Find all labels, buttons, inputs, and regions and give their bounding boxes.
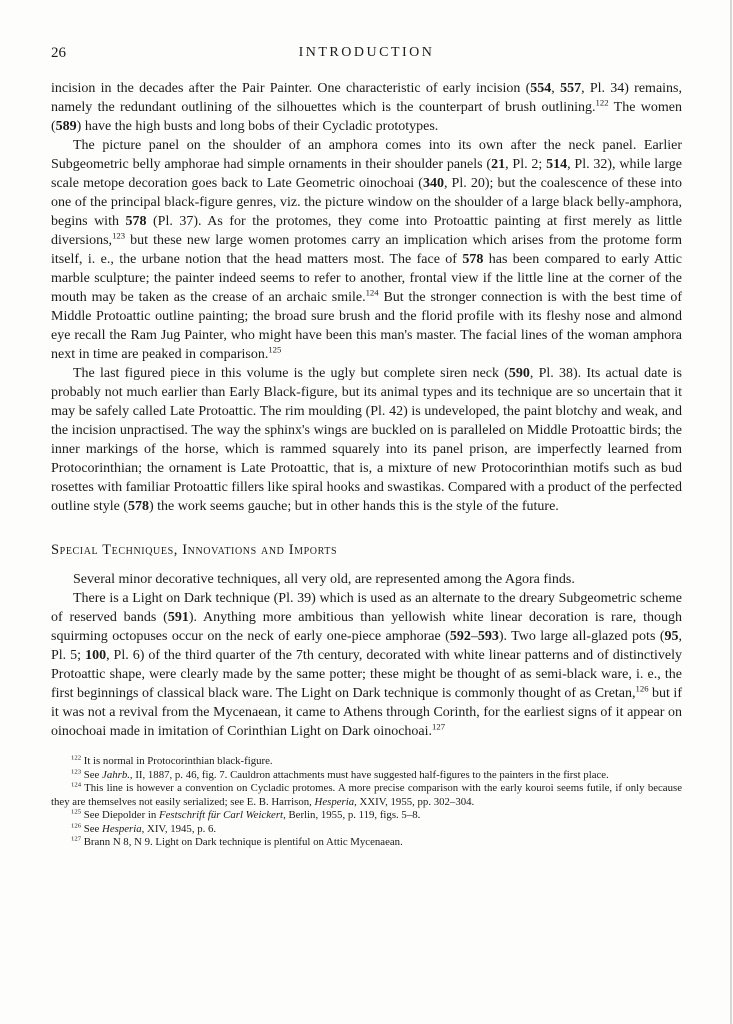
footnote-ref: 122: [71, 754, 82, 762]
footnote-ref: 125: [71, 808, 82, 816]
catalog-number: 591: [167, 610, 189, 625]
paragraph: The picture panel on the shoulder of an amphora comes into its own after the neck panel. Earlier Subgeometric belly amphorae had simple ornaments in their shoulder panels (21, Pl. 2; 514, Pl. 32), while large scale metope decoration goes back to Late Geometric oinochoai (340, Pl. 20); but the coalescence of these into one of the principal black-figure genres, viz. the picture window on the shoulder of a large black belly-amphora, begins with 578 (Pl. 37). As for the protomes, they come into Protoattic painting at first merely as little diversions,$^{123}$ but these new large women protomes carry an implication which arises from the protome form itself, i. e., the urbane notion that the head matters most. The face of 578 has been compared to early Attic marble sculpture; the painter indeed seems to refer to another, frontal view if the little line at the corner of the mouth may be taken as the crease of an archaic smile.$^{124}$ But the stronger connection is with the best time of Middle Protoattic outline painting; the broad sure brush and the florid profile with its fleshy nose and almond eye recall the Ram Jug Painter, who might have been this man's master. The facial lines of the woman amphora next in time are peaked in comparison.$^{125}$: [51, 138, 682, 362]
footnote-ref: 123: [71, 767, 82, 775]
footnote-ref: 126: [635, 683, 649, 694]
catalog-number: 340: [422, 176, 444, 191]
running-header: INTRODUCTION: [298, 45, 435, 60]
catalog-number: 592: [449, 629, 471, 644]
footnote-ref: 124: [71, 781, 82, 789]
footnote: $^{126}$ See Hesperia, XIV, 1945, p. 6.: [71, 821, 217, 835]
footnote-ref: 124: [365, 287, 379, 298]
italic-citation: Festschrift für Carl Weickert: [159, 809, 284, 821]
catalog-number: 578: [125, 214, 147, 229]
footnote-ref: 127: [432, 721, 446, 732]
page-header: [51, 45, 682, 64]
paragraph: There is a Light on Dark technique (Pl. 39) which is used as an alternate to the dreary Subgeometric scheme of reserved bands (591). Anything more ambitious than yellowish white linear decoration is rare, though squirming octopuses occur on the neck of early one-piece amphorae (592–593). Two large all-glazed pots (95, Pl. 5; 100, Pl. 6) of the third quarter of the 7th century, decorated with white linear patterns and of distinctively Protoattic shape, were clearly made by the same potter; these might be thought of as semi-black ware, i. e., the first beginnings of classical black ware. The Light on Dark technique is commonly thought of as Cretan,$^{126}$ but if it was not a revival from the Mycenaean, it came to Athens through Corinth, for the earliest signs of it appear on oinochoai made in imitation of Corinthian Light on Dark oinochoai.$^{127}$: [51, 591, 682, 739]
page-number: 26: [51, 45, 66, 61]
catalog-number: 593: [477, 629, 499, 644]
section-heading: Special Techniques, Innovations and Imports: [51, 542, 338, 558]
scan-edge-shadow: [730, 0, 732, 1024]
body-text: [51, 79, 682, 741]
footnotes: [51, 755, 682, 850]
catalog-number: 95: [664, 629, 679, 644]
catalog-number: 590: [508, 366, 530, 381]
paragraph: Several minor decorative techniques, all very old, are represented among the Agora finds.: [73, 572, 575, 587]
footnote: $^{123}$ See Jahrb., II, 1887, p. 46, fig. 7. Cauldron attachments must have suggested half-figures to the painters in the first place.: [71, 767, 609, 781]
catalog-number: 557: [560, 81, 582, 96]
footnote-ref: 127: [71, 835, 82, 843]
paragraph: The last figured piece in this volume is the ugly but complete siren neck (590, Pl. 38). Its actual date is probably not much earlier than Early Black-figure, but its animal types and its technique are so uncertain that it may be safely called Late Protoattic. The rim moulding (Pl. 42) is undeveloped, the paint blotchy and weak, and the incision unpractised. The way the sphinx's wings are buckled on is paralleled on Middle Protoattic birds; the inner markings of the horse, which is rammed squarely into its panel prison, are imperfectly learned from Protocorinthian; the ornament is Late Protoattic, that is, a mixture of new Protocorinthian motifs such as bud rosettes with familiar Protoattic fillers like spiral hooks and swastikas. Compared with a product of the perfected outline style (578) the work seems gauche; but in other hands this is the style of the future.: [51, 366, 682, 514]
footnote-ref: 125: [268, 344, 282, 355]
italic-citation: Hesperia: [102, 822, 142, 835]
catalog-number: 578: [128, 499, 149, 514]
footnote-ref: 122: [595, 97, 609, 108]
footnote: $^{122}$ It is normal in Protocorinthian black-figure.: [71, 754, 273, 767]
paragraph: incision in the decades after the Pair Painter. One characteristic of early incision (554, 557, Pl. 34) remains, namely the redundant outlining of the silhouettes which is the counterpart of brush outlining.$^{122}$ The women (589) have the high busts and long bobs of their Cycladic prototypes.: [51, 81, 683, 134]
footnote-ref: 126: [71, 821, 82, 829]
catalog-number: 589: [55, 119, 77, 134]
catalog-number: 578: [462, 252, 484, 267]
catalog-number: 100: [85, 648, 107, 663]
italic-citation: Hesperia: [314, 795, 355, 808]
footnote: $^{124}$ This line is however a convention on Cycladic protomes. A more precise comparison with the early kouroi seems futile, if only because they are themselves not easily serialized; see E. B. Harrison, Hesperia, XXIV, 1955, pp. 302–304.: [51, 781, 682, 808]
footnote: $^{125}$ See Diepolder in Festschrift für Carl Weickert, Berlin, 1955, p. 119, figs. 5–8.: [71, 808, 421, 821]
footnote-ref: 123: [112, 230, 126, 241]
catalog-number: 514: [546, 157, 568, 172]
catalog-number: 21: [491, 157, 506, 172]
footnote: $^{127}$ Brann N 8, N 9. Light on Dark technique is plentiful on Attic Mycenaean.: [71, 835, 403, 848]
italic-citation: Jahrb.: [102, 768, 130, 781]
catalog-number: 554: [530, 81, 552, 96]
